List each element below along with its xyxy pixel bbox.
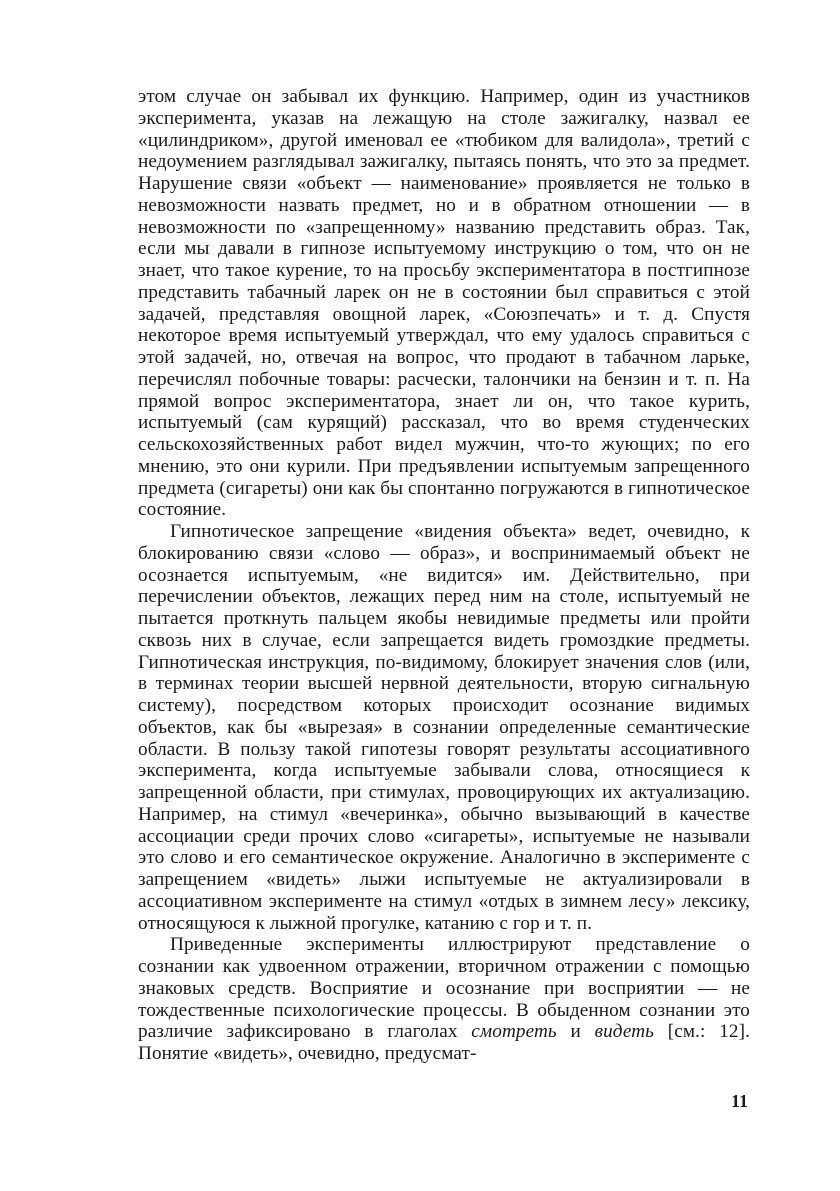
paragraph-3-text-after: [см.: 12]. Понятие «видеть», очевидно, предусмат- [138,1021,750,1064]
page-body [138,86,750,1065]
page-number: 11 [730,1091,748,1111]
paragraph-3 [138,934,750,1065]
italic-word-smotret: смотреть [471,1021,557,1043]
paragraph-1: этом случае он забывал их функцию. Например, один из участников эксперимента, указав на лежащую на столе зажигалку, назвал ее «цилиндриком», другой именовал ее «тюбиком для валидола», третий с недоумением разглядывал зажигалку, пытаясь понять, что это за предмет. Нарушение связи «объект — наименование» проявляется не только в невозможности назвать предмет, но и в обратном отношении — в невозможности по «запрещенному» названию представить образ. Так, если мы давали в гипнозе испытуемому инструкцию о том, что он не знает, что такое курение, то на просьбу экспериментатора в постгипнозе представить табачный ларек он не в состоянии был справиться с этой задачей, представляя овощной ларек, «Союзпечать» и т. д. Спустя некоторое время испытуемый утверждал, что ему удалось справиться с этой задачей, но, отвечая на вопрос, что продают в табачном ларьке, перечислял побочные товары: расчески, талончики на бензин и т. п. На прямой вопрос экспериментатора, знает ли он, что такое курить, испытуемый (сам курящий) рассказал, что во время студенческих сельскохозяйственных работ видел мужчин, что-то жующих; по его мнению, это они курили. При предъявлении испытуемым запрещенного предмета (сигареты) они как бы спонтанно погружаются в гипнотическое состояние. [138,86,750,521]
paragraph-3-text-before: Приведенные эксперименты иллюстрируют представление о сознании как удвоенном отражении, вторичном отражении с помощью знаковых средств. Восприятие и осознание при восприятии — не тождественные психологические процессы. В обыденном сознании это различие зафиксировано в глаголах [138,934,750,1043]
paragraph-3-text-middle: и [556,1021,595,1043]
paragraph-2: Гипнотическое запрещение «видения объекта» ведет, очевидно, к блокированию связи «слово — образ», и воспринимаемый объект не осознается испытуемым, «не видится» им. Действительно, при перечислении объектов, лежащих перед ним на столе, испытуемый не пытается проткнуть пальцем якобы невидимые предметы или пройти сквозь них в случае, если запрещается видеть громоздкие предметы. Гипнотическая инструкция, по-видимому, блокирует значения слов (или, в терминах теории высшей нервной деятельности, вторую сигнальную систему), посредством которых происходит осознание видимых объектов, как бы «вырезая» в сознании определенные семантические области. В пользу такой гипотезы говорят результаты ассоциативного эксперимента, когда испытуемые забывали слова, относящиеся к запрещенной области, при стимулах, провоцирующих их актуализацию. Например, на стимул «вечеринка», обычно вызывающий в качестве ассоциации среди прочих слово «сигареты», испытуемые не называли это слово и его семантическое окружение. Аналогично в эксперименте с запрещением «видеть» лыжи испытуемые не актуализировали в ассоциативном эксперименте на стимул «отдых в зимнем лесу» лексику, относящуюся к лыжной прогулке, катанию с гор и т. п. [138,521,750,934]
italic-word-videt: видеть [594,1021,654,1043]
